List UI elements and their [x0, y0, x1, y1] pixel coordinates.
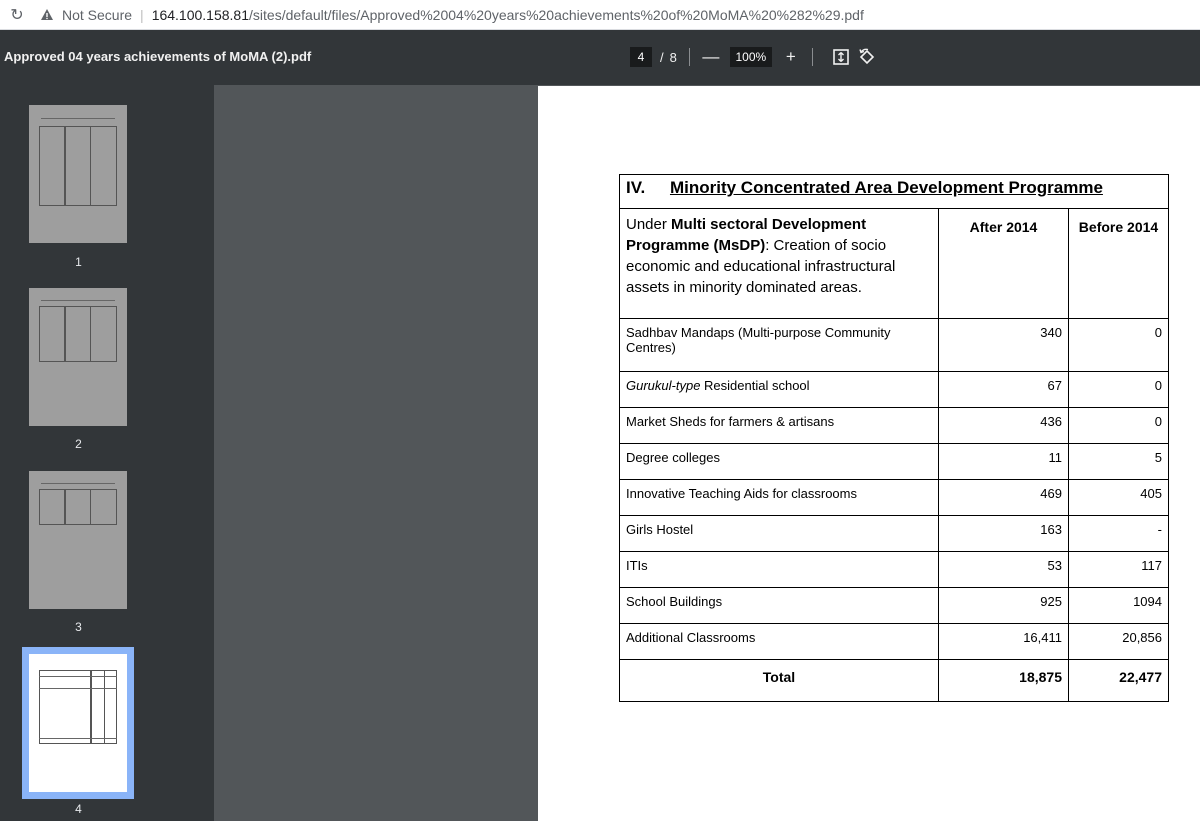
row-before-value: - — [1069, 516, 1169, 552]
pdf-page — [538, 86, 1200, 821]
table-row — [620, 588, 1169, 624]
programme-description — [620, 209, 939, 319]
row-label: Innovative Teaching Aids for classrooms — [620, 480, 939, 516]
row-after-value: 469 — [939, 480, 1069, 516]
address-bar[interactable] — [0, 0, 1200, 30]
url-host[interactable]: 164.100.158.81 — [151, 6, 250, 23]
column-header-after: After 2014 — [939, 209, 1069, 319]
row-after-value: 925 — [939, 588, 1069, 624]
row-after-value: 16,411 — [939, 624, 1069, 660]
total-pages: 8 — [669, 49, 677, 65]
table-row — [620, 552, 1169, 588]
row-label: ITIs — [620, 552, 939, 588]
current-page-input[interactable]: 4 — [630, 47, 652, 67]
row-after-value: 436 — [939, 408, 1069, 444]
table-row — [620, 516, 1169, 552]
total-row — [620, 660, 1169, 702]
row-before-value: 0 — [1069, 372, 1169, 408]
row-before-value: 0 — [1069, 408, 1169, 444]
total-after-value: 18,875 — [939, 660, 1069, 702]
thumbnail-sidebar — [0, 85, 214, 821]
intro-suffix: : Creation of socio economic and educational infrastructural assets in minority dominated areas. — [626, 237, 896, 296]
thumbnail-table — [39, 670, 91, 744]
page-thumbnail-4[interactable] — [29, 654, 127, 792]
reload-icon[interactable]: ↻ — [10, 6, 24, 24]
thumbnail-line — [41, 300, 115, 301]
row-label: Degree colleges — [620, 444, 939, 480]
thumbnail-table — [91, 670, 105, 744]
page-controls — [630, 46, 877, 68]
row-after-value: 11 — [939, 444, 1069, 480]
table-row — [620, 372, 1169, 408]
intro-prefix: Under — [626, 216, 672, 233]
page-thumbnail-3[interactable] — [29, 471, 127, 609]
total-before-value: 22,477 — [1069, 660, 1169, 702]
section-number: IV. — [626, 178, 646, 197]
row-label: Market Sheds for farmers & artisans — [620, 408, 939, 444]
thumbnail-label: 1 — [75, 255, 82, 269]
document-title: Approved 04 years achievements of MoMA (2).pdf — [4, 49, 312, 64]
row-after-value: 67 — [939, 372, 1069, 408]
thumbnail-table — [65, 126, 91, 206]
thumbnail-line — [39, 688, 117, 689]
table-title-row — [620, 175, 1169, 209]
thumbnail-table — [39, 126, 65, 206]
intro-bold: Multi sectoral Development Programme (MsDP) — [626, 216, 867, 254]
table-row — [620, 444, 1169, 480]
section-heading — [620, 175, 1169, 209]
row-label — [620, 372, 939, 408]
zoom-out-button[interactable]: — — [702, 47, 720, 66]
thumbnail-table — [65, 306, 91, 362]
fit-page-icon[interactable] — [831, 47, 851, 67]
thumbnail-table — [65, 489, 91, 525]
page-thumbnail-2[interactable] — [29, 288, 127, 426]
row-before-value: 0 — [1069, 319, 1169, 372]
total-label: Total — [620, 660, 939, 702]
table-header-row — [620, 209, 1169, 319]
row-label: Girls Hostel — [620, 516, 939, 552]
toolbar-divider — [812, 48, 813, 66]
zoom-level-input[interactable]: 100% — [730, 47, 772, 67]
row-after-value: 340 — [939, 319, 1069, 372]
row-before-value: 117 — [1069, 552, 1169, 588]
table-row — [620, 480, 1169, 516]
row-before-value: 20,856 — [1069, 624, 1169, 660]
row-label: Additional Classrooms — [620, 624, 939, 660]
table-row — [620, 319, 1169, 372]
row-after-value: 53 — [939, 552, 1069, 588]
table-row — [620, 624, 1169, 660]
row-after-value: 163 — [939, 516, 1069, 552]
address-divider: | — [140, 6, 144, 23]
thumbnail-label: 3 — [75, 620, 82, 634]
pdf-toolbar — [0, 30, 1200, 85]
row-label: School Buildings — [620, 588, 939, 624]
zoom-in-button[interactable]: + — [785, 47, 796, 66]
thumbnail-line — [39, 738, 117, 739]
thumbnail-label: 4 — [75, 802, 82, 816]
column-header-before: Before 2014 — [1069, 209, 1169, 319]
row-before-value: 405 — [1069, 480, 1169, 516]
toolbar-divider — [689, 48, 690, 66]
row-before-value: 5 — [1069, 444, 1169, 480]
warning-icon[interactable] — [40, 8, 54, 22]
row-label-rest: Residential school — [700, 378, 810, 393]
thumbnail-line — [41, 483, 115, 484]
row-before-value: 1094 — [1069, 588, 1169, 624]
thumbnail-line — [39, 676, 117, 677]
page-thumbnail-1[interactable] — [29, 105, 127, 243]
table-row — [620, 408, 1169, 444]
security-label[interactable]: Not Secure — [62, 6, 133, 23]
thumbnail-table — [39, 306, 65, 362]
rotate-icon[interactable] — [857, 47, 877, 67]
row-label-italic: Gurukul-type — [626, 378, 701, 393]
achievements-table — [619, 174, 1169, 702]
page-separator: / — [660, 49, 664, 65]
section-title: Minority Concentrated Area Development Programme — [669, 178, 1103, 197]
thumbnail-table — [39, 489, 65, 525]
row-label: Sadhbav Mandaps (Multi-purpose Community Centres) — [620, 319, 939, 372]
thumbnail-line — [41, 118, 115, 119]
thumbnail-label: 2 — [75, 437, 82, 451]
url-path[interactable]: /sites/default/files/Approved%2004%20years%20achievements%20of%20MoMA%20%282%29.pdf — [249, 6, 864, 23]
